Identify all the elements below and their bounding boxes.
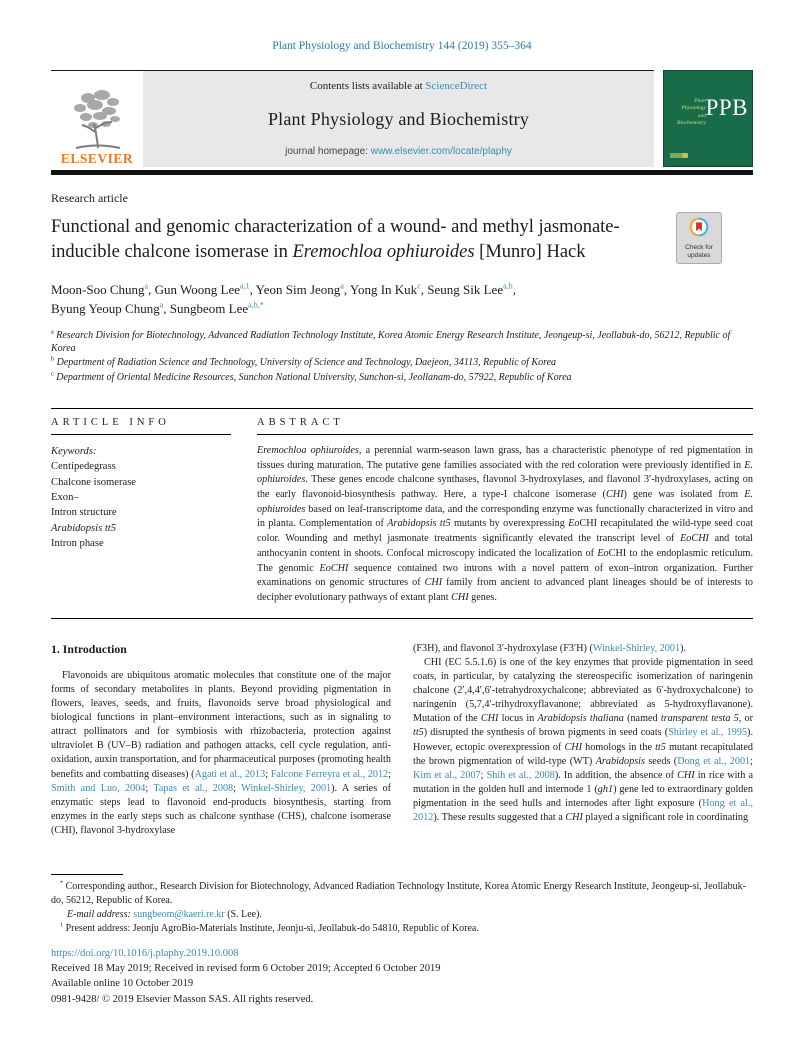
contents-line (151, 80, 646, 92)
sciencedirect-link[interactable]: ScienceDirect (425, 80, 488, 92)
cover-acronym: PPB (705, 95, 748, 120)
text-segment: genes. (468, 591, 497, 603)
link[interactable]: c (417, 281, 421, 291)
abstract-heading: ABSTRACT (257, 417, 753, 435)
journal-banner (51, 70, 654, 167)
text-segment: ). However, ectopic overexpression of (413, 727, 753, 753)
text-segment: homologs in the (582, 741, 656, 753)
text-segment: [Munro] Hack (474, 242, 586, 263)
badge-label-line: updates (687, 251, 711, 259)
text-segment: b (51, 356, 55, 364)
link[interactable]: Agati et al., 2013 (194, 768, 266, 780)
journal-cover[interactable] (663, 70, 753, 167)
elsevier-tree-icon (68, 88, 126, 150)
text-segment: (named (623, 713, 661, 725)
text-segment: Eremochloa ophiuroides (292, 242, 475, 263)
header-divider (51, 170, 753, 175)
text-segment: tt5 (655, 741, 666, 753)
text-segment: CHI (677, 769, 695, 781)
text-segment: ; (750, 755, 753, 767)
text-segment: ). (680, 643, 687, 654)
text-segment: ). In addition, the absence of (554, 769, 678, 781)
elsevier-wordmark: ELSEVIER (60, 151, 134, 166)
author-list (51, 280, 753, 319)
keyword: Intron structure (51, 507, 117, 519)
keyword: Chalcone isomerase (51, 476, 137, 488)
text-segment: E-mail address: (67, 909, 131, 920)
affiliation (51, 371, 753, 384)
text-segment: CHI (564, 741, 583, 753)
text-segment: c (51, 370, 54, 378)
introduction-section (51, 642, 753, 872)
homepage-link[interactable]: www.elsevier.com/locate/plaphy (370, 146, 512, 157)
text-segment: , (512, 281, 516, 297)
cover-title-line: and (697, 112, 706, 119)
text-segment: , Gun Woong Lee (148, 281, 240, 297)
text-segment: CHI (424, 577, 443, 589)
received-line: Received 18 May 2019; Received in revised form 6 October 2019; Accepted 6 October 2019 (51, 963, 441, 975)
journal-header (51, 70, 753, 167)
journal-banner-center (143, 71, 654, 167)
text-segment: ) gene led to extraordinary golden pigmentation in the seed hulls and internodes after light exposure ( (413, 783, 753, 809)
text-segment: Eremochloa ophiuroides (257, 445, 359, 456)
text-segment: , or (738, 713, 753, 725)
link[interactable]: a (159, 300, 164, 310)
homepage-prefix: journal homepage: (285, 146, 371, 157)
cover-emblem-icon (670, 153, 688, 158)
available-line: Available online 10 October 2019 (51, 978, 194, 990)
homepage-line (151, 146, 646, 157)
badge-label (685, 244, 713, 260)
text-segment: Department of Radiation Science and Technology, University of Science and Technology, Daejeon, 34113, Republic of Korea (54, 357, 557, 369)
text-segment: Arabidopsis (595, 755, 645, 767)
doi-link[interactable]: https://doi.org/10.1016/j.plaphy.2019.10.008 (51, 948, 239, 959)
link[interactable]: a,b,* (248, 300, 264, 310)
text-segment: ; (480, 769, 487, 781)
text-segment: , Sungbeom Lee (163, 301, 249, 317)
text-segment: transparent testa 5 (660, 713, 739, 725)
corresponding-author-note (51, 880, 753, 908)
text-segment: in rice with a mutation in the golden hull and internode 1 ( (413, 769, 753, 795)
contents-prefix: Contents lists available at (309, 80, 426, 92)
text-segment: , Yong In Kuk (343, 281, 418, 297)
text-segment: ; (388, 768, 391, 780)
link[interactable]: Shih et al., 2008 (486, 769, 555, 781)
text-segment: , Seung Sik Lee (420, 281, 504, 297)
affiliations (51, 329, 753, 385)
keyword: Centipedegrass (51, 461, 116, 473)
badge-label-line: Check for (685, 244, 713, 251)
journal-title: Plant Physiology and Biochemistry (267, 108, 530, 129)
link[interactable]: Winkel-Shirley, 2001 (241, 782, 332, 794)
present-address-note (51, 922, 753, 936)
intro-paragraph (413, 642, 753, 656)
text-segment: Arabidopsis tt5 (387, 518, 451, 530)
text-segment: (F3H), and flavonol 3′-hydroxylase (F3′H) ( (413, 643, 593, 654)
text-segment: Eo (568, 518, 580, 530)
abstract-column (257, 417, 753, 606)
text-segment: ) disrupted the synthesis of brown pigments in seed coats ( (423, 727, 669, 739)
article-title (51, 215, 681, 266)
text-segment: Arabidopsis thaliana (537, 713, 624, 725)
article-info-abstract-section (51, 408, 753, 619)
text-segment: Research Division for Biotechnology, Advanced Radiation Technology Institute, Korea Atomic Energy Research Institute, Jeongeup-si, Jeollabuk-do, 56212, Republic of Korea (51, 329, 731, 355)
article-type-label: Research article (51, 191, 128, 205)
elsevier-logo[interactable] (51, 71, 143, 167)
cover-title-line: Plant (694, 98, 706, 104)
link[interactable]: Hong et al., 2012 (413, 797, 753, 823)
text-segment: played a significant role in coordinating (582, 811, 749, 823)
text-segment: locus in (498, 713, 538, 725)
check-updates-badge[interactable] (676, 212, 722, 264)
intro-column-left (51, 642, 391, 872)
text-segment: Corresponding author., Research Division for Biotechnology, Advanced Radiation Technology Institute, Korea Atomic Energy Research Institute, Jeongeup-si, Jeollabuk-do, 56212, Republic of Korea. (51, 881, 746, 906)
text-segment: ; (233, 782, 242, 794)
text-segment: based on leaf-transcriptome data, and the corresponding enzyme was functionally characterized in vitro and in planta. Complementation of (257, 503, 753, 530)
text-segment: and total anthocyanin content in shoots. Confocal microscopy indicated the localization of (257, 533, 753, 559)
text-segment: CHI (565, 811, 583, 823)
text-segment: , Yeon Sim Jeong (249, 281, 341, 297)
footnotes (51, 874, 753, 936)
text-segment: * (60, 879, 64, 887)
abstract-text (257, 444, 753, 606)
text-segment: Flavonoids are ubiquitous aromatic molecules that constitute one of the major forms of secondary metabolites in plants. Beyond providing pigmentation in flowers, leaves, seeds, and fruits, flavonoids serve broad physiological and biological functions in plant–environment interactions, such as in signaling to attract pollinators and for symbiosis with rhizobacteria, protection against ultraviolet B (UV–B) radiation and pathogen attacks, cell cycle regulation, anti-oxidation, auxin transportation, and for pharmaceutical purposes (promoting health benefits and combatting diseases) ( (51, 670, 391, 780)
text-segment: mutant recapitulated the brown pigmentation of wild-type (WT) (413, 741, 753, 767)
link[interactable]: Winkel-Shirley, 2001 (592, 643, 681, 654)
copyright-line: 0981-9428/ © 2019 Elsevier Masson SAS. All rights reserved. (51, 993, 314, 1005)
text-segment: a (51, 328, 54, 336)
text-segment: CHI recapitulated the wild-type seed coat color. Wounding and methyl jasmonate treatments significantly elevated the transcript level of (257, 518, 753, 545)
link[interactable]: a (144, 281, 149, 291)
link[interactable]: sungbeom@kaeri.re.kr (133, 909, 225, 920)
link[interactable]: Smith and Luo, 2004 (51, 782, 146, 794)
article-info-heading: ARTICLE INFO (51, 417, 231, 435)
text-segment: ; (265, 768, 271, 780)
text-segment: ). These results suggested that a (433, 811, 566, 823)
text-segment: E. ophiuroides (257, 489, 753, 515)
text-segment: mutants by overexpressing (450, 518, 569, 530)
footnote-divider (51, 874, 123, 875)
email-note (51, 908, 753, 922)
link[interactable]: Dong et al., 2001 (677, 755, 751, 767)
text-segment: family from ancient to advanced plant lineages should be of interests to decipher evolutionary pathways of extant plant (257, 577, 753, 603)
link[interactable]: Tapas et al., 2008 (153, 782, 234, 794)
text-segment: CHI (EC 5.5.1.6) is one of the key enzymes that provide pigmentation in seed coats, in particular, by catalyzing the stereospecific isomerization of naringenin chalcone (2′,4,4′,6′-tetrahydroxychalcone; abbreviated as 6′-hydroxychalcone) to naringenin (5,7,4′-trihydroxyflavanone; abbreviated as 5-hydroxyflavanone). Mutation of the (413, 657, 753, 725)
text-segment: Byung Yeoup Chung (51, 301, 160, 317)
text-segment: ) gene was isolated from (623, 489, 745, 501)
text-segment: seeds ( (644, 755, 678, 767)
keywords-label: Keywords: (51, 446, 97, 457)
text-segment: Department of Oriental Medicine Resources, Sunchon National University, Sunchon-si, Jeollanam-do, 57922, Republic of Korea (53, 371, 572, 383)
intro-paragraph (413, 656, 753, 825)
text-segment: EoCHI (319, 562, 349, 574)
text-segment: Moon-Soo Chung (51, 281, 145, 297)
link[interactable]: Falcone Ferreyra et al., 2012 (270, 768, 389, 780)
text-segment: CHI to the endoplasmic reticulum. The genomic (257, 547, 753, 574)
link[interactable]: Shirley et al., 1995 (668, 727, 748, 739)
publication-info (51, 946, 753, 1007)
text-segment: Functional and genomic characterization of a wound- and methyl jasmonate-inducible chalcone isomerase in (51, 217, 620, 263)
text-segment: CHI (451, 591, 469, 603)
text-segment: ). A series of enzymatic steps lead to flavonoid end-products biosynthesis, starting from enzymes in the early steps such as chalcone synthase (CHS), chalcone isomerase (CHI), flavonol 3-hydroxylase (51, 782, 391, 836)
text-segment: gh1 (597, 783, 614, 795)
cover-title-line: Physiology (681, 105, 706, 112)
text-segment: tt5 (413, 727, 424, 739)
text-segment: Eo (597, 547, 609, 559)
text-segment: CHI (480, 713, 499, 725)
link[interactable]: a (340, 281, 344, 291)
text-segment: Present address: Jeonju AgroBio-Materials Institute, Jeonju-si, Jeollabuk-do 54810, Republic of Korea. (63, 923, 479, 934)
text-segment: EoCHI (680, 533, 709, 545)
link[interactable]: a,1 (240, 281, 250, 291)
link[interactable]: a,b (503, 281, 513, 291)
text-segment: . These genes encode chalcone synthases, flavonol 3-hydroxylases, and flavonol 3′-hydroxylases, acting on the early flavonoid-biosynthesis pathway. Here, a type-I chalcone isomerase ( (257, 474, 753, 501)
intro-paragraph (51, 669, 391, 838)
keyword: Exon– (51, 492, 79, 504)
intro-column-right (413, 642, 753, 872)
text-segment: E. ophiuroides (257, 459, 753, 486)
check-updates-icon (689, 217, 709, 242)
cover-journal-name (668, 98, 706, 128)
text-segment: ; (145, 782, 154, 794)
text-segment: , a perennial warm-season lawn grass, has a characteristic phenotype of red pigmentation in tissues during maturation. The putative gene families associated with the red coloration were previously identified in (257, 445, 753, 471)
text-segment: 1 (60, 921, 64, 929)
affiliation (51, 329, 753, 356)
section-heading: 1. Introduction (51, 642, 127, 656)
text-segment: sequence contained two introns with a novel pattern of exon–intron organization. Further examinations on genomic structures of (257, 562, 753, 589)
affiliation (51, 356, 753, 369)
link[interactable]: Kim et al., 2007 (413, 769, 481, 781)
text-segment: (S. Lee). (224, 909, 262, 920)
keyword: Arabidopsis tt5 (51, 522, 117, 534)
article-info-column (51, 417, 231, 606)
journal-citation: Plant Physiology and Biochemistry 144 (2019) 355–364 (272, 40, 532, 52)
cover-title-line: Biochemistry (676, 120, 706, 127)
text-segment: CHI (605, 489, 624, 501)
keyword: Intron phase (51, 538, 104, 550)
